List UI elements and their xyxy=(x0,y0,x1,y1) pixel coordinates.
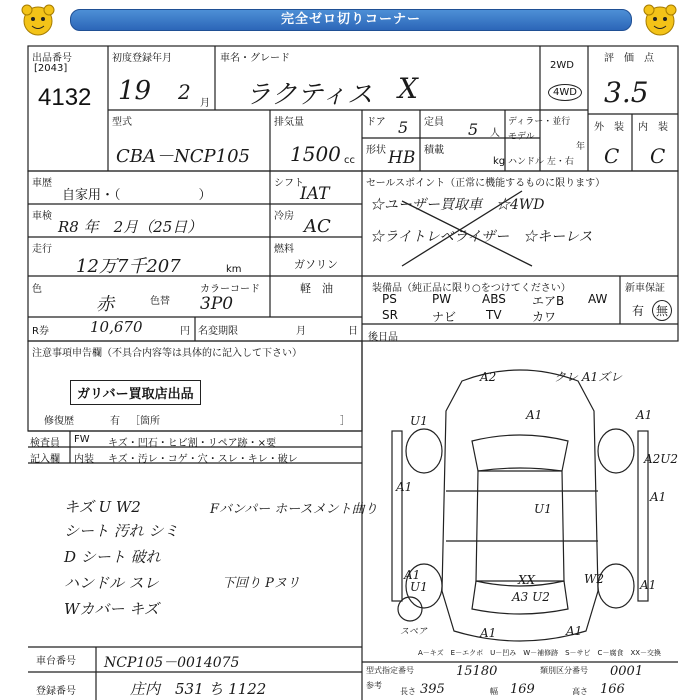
equip-aw: AW xyxy=(588,292,608,306)
shift: IAT xyxy=(300,184,330,204)
score-label: 評 価 点 xyxy=(604,53,654,64)
fw-items: キズ・凹石・ヒビ割・リペア跡・×要 xyxy=(108,438,276,449)
car-windshield xyxy=(472,435,568,471)
model-year-unit: 年 xyxy=(576,142,586,152)
mark-11: XX xyxy=(518,573,536,587)
equip-airbag: エアB xyxy=(532,294,565,308)
inspection-label: 車検 xyxy=(32,211,52,222)
recycle-label: R券 xyxy=(32,326,49,337)
new-warranty-label: 新車保証 xyxy=(625,283,665,294)
equip-abs: ABS xyxy=(482,292,506,306)
sales-point-2: ☆ライトレベライザー ☆キーレス xyxy=(370,229,593,245)
doors: 5 xyxy=(398,118,409,137)
deregister-label: 名変期限 xyxy=(198,326,238,337)
displacement: 1500 xyxy=(290,142,341,166)
sales-points-label: セールスポイント（正常に機能するものに限ります） xyxy=(366,178,606,189)
mark-13: W2 xyxy=(584,572,604,586)
shape: HB xyxy=(388,148,416,168)
note-right-2: 下回り Pヌリ xyxy=(222,576,300,591)
score: 3.5 xyxy=(604,76,649,109)
recycle: 10,670 xyxy=(90,318,143,336)
note-left-3: D シート 破れ xyxy=(64,548,161,566)
type-no: 15180 xyxy=(456,664,498,679)
displacement-label: 排気量 xyxy=(274,117,304,128)
repair-yes: 有 xyxy=(110,416,120,427)
lot-label: 出品番号 xyxy=(32,53,72,64)
repair-close: ］ xyxy=(340,416,350,427)
handle-label: ハンドル 左・右 xyxy=(508,157,574,167)
model-label: 型式 xyxy=(112,117,132,128)
load-label: 積載 xyxy=(424,145,444,156)
reg: 庄内 531 ち 1122 xyxy=(130,680,267,698)
usage-value: 自家用・（ ） xyxy=(62,188,212,203)
car-roof xyxy=(476,471,564,581)
retrofit-label: 後日品 xyxy=(368,332,398,343)
capacity-label: 定員 xyxy=(424,117,444,128)
chassis: NCP105－0014075 xyxy=(104,655,240,671)
exterior-label: 外 装 xyxy=(594,122,624,133)
first-reg-label: 初度登録年月 xyxy=(112,53,172,64)
car-name-label: 車名・グレード xyxy=(220,53,290,64)
fw-label: FW xyxy=(74,434,90,445)
load-unit: kg xyxy=(493,156,506,167)
mark-18: スペア xyxy=(400,627,428,637)
exterior-grade: C xyxy=(604,144,620,168)
interior-grade: C xyxy=(650,144,666,168)
width-label: 幅 xyxy=(490,687,498,696)
twowd-label: 2WD xyxy=(550,60,574,71)
fourwd-label: 4WD xyxy=(548,84,582,101)
height-label: 高さ xyxy=(572,687,588,696)
mileage: 12万7千207 xyxy=(76,256,181,277)
reg-label: 登録番号 xyxy=(36,686,76,697)
equipment-label: 装備品（純正品に限り○をつけてください） xyxy=(372,283,571,294)
length-label: 長さ xyxy=(400,687,416,696)
mark-3: A1 xyxy=(526,408,543,422)
equip-pw: PW xyxy=(432,292,452,306)
mileage-unit: km xyxy=(226,264,242,275)
capacity-unit: 人 xyxy=(490,128,500,139)
deregister-month: 月 xyxy=(296,326,306,337)
dealer-label: ディラー・並行 xyxy=(508,117,571,127)
mark-1: A2 xyxy=(480,370,497,384)
color-label: 色 xyxy=(32,284,42,295)
notes-label: 注意事項申告欄（不具合内容等は具体的に記入して下さい） xyxy=(32,348,302,359)
legend: A－キズ E－エクボ U－凹み W－補修跡 S－サビ C－腐食 XX－交換 xyxy=(418,649,662,657)
sales-strike-icon xyxy=(362,171,678,276)
mark-9: U1 xyxy=(410,414,428,428)
interior-label: 内 装 xyxy=(638,122,668,133)
height: 166 xyxy=(600,682,625,697)
interior-items: キズ・汚レ・コゲ・穴・スレ・キレ・破レ xyxy=(108,454,298,465)
warranty-yes: 有 xyxy=(632,304,645,318)
equip-navi: ナビ xyxy=(432,310,457,324)
color-change-label: 色替 xyxy=(150,296,170,307)
mark-16: A1 xyxy=(566,624,583,638)
mark-2: クレ A1ズレ xyxy=(554,370,623,384)
mark-12: A3 U2 xyxy=(512,590,550,604)
warranty-no: 無 xyxy=(652,300,672,321)
lot-number: 4132 xyxy=(38,84,92,111)
category-label: 類別区分番号 xyxy=(540,666,588,675)
color-code-label: カラーコード xyxy=(200,284,260,295)
type-no-label: 型式指定番号 xyxy=(366,666,414,675)
first-reg-year: 19 xyxy=(118,76,152,106)
first-reg-month: 2 xyxy=(178,80,191,104)
door-label: ドア xyxy=(366,117,386,128)
inspection: R8 年 2月（25日） xyxy=(58,218,203,236)
color: 赤 xyxy=(96,294,114,315)
dealer-stamp: ガリバー買取店出品 xyxy=(70,380,201,405)
first-reg-month-unit: 月 xyxy=(200,98,210,109)
shift-label: シフト xyxy=(274,178,304,189)
lot-sub: [2043] xyxy=(34,63,68,74)
equip-leather: カワ xyxy=(532,310,557,324)
cc-unit: cc xyxy=(344,155,355,166)
recycle-yen: 円 xyxy=(180,326,190,337)
fuel-label: 燃料 xyxy=(274,244,294,255)
width: 169 xyxy=(510,682,535,697)
ref-label: 参考 xyxy=(366,681,382,690)
mark-10: U1 xyxy=(410,580,428,594)
sales-point-1: ☆ユーザー買取車 ☆4WD xyxy=(370,197,545,213)
mark-4: A1 xyxy=(636,408,653,422)
length: 395 xyxy=(420,682,445,697)
ac: AC xyxy=(304,216,331,237)
shape-label: 形状 xyxy=(366,145,386,156)
category: 0001 xyxy=(610,664,644,679)
chassis-label: 車台番号 xyxy=(36,656,76,667)
diesel: 軽 油 xyxy=(300,282,333,295)
mark-17: A1 xyxy=(404,568,421,582)
repair-label: 修復歴 xyxy=(44,416,74,427)
car-damage-diagram xyxy=(362,341,678,662)
model: CBA－NCP105 xyxy=(116,146,250,167)
mark-5: A2U2 xyxy=(644,452,678,466)
entry-label: 記入欄 xyxy=(30,454,60,465)
car-name: ラクティス xyxy=(245,80,373,110)
mark-6: A1 xyxy=(650,490,667,504)
deregister-day: 日 xyxy=(348,326,358,337)
grade: X xyxy=(398,72,418,105)
wheel-rear-right xyxy=(598,564,634,608)
equip-tv: TV xyxy=(486,308,502,322)
inspector-label: 検査員 xyxy=(30,438,60,449)
capacity: 5 xyxy=(468,120,479,139)
equip-sr: SR xyxy=(382,308,398,322)
model-year-label: モデル xyxy=(508,132,535,142)
note-left-2: シート 汚れ シミ xyxy=(64,522,179,540)
fuel: ガソリン xyxy=(294,258,338,271)
note-left-5: Wカバー キズ xyxy=(64,600,159,618)
banner-title: 完全ゼロ切りコーナー xyxy=(280,12,421,27)
mark-14: A1 xyxy=(640,578,657,592)
note-left-4: ハンドル スレ xyxy=(64,574,159,592)
wheel-front-right xyxy=(598,429,634,473)
mark-15: A1 xyxy=(480,626,497,640)
equip-ps: PS xyxy=(382,292,397,306)
interior-insp-label: 内装 xyxy=(74,454,94,465)
mileage-label: 走行 xyxy=(32,244,52,255)
note-left-1: キズ U W2 xyxy=(64,498,141,516)
note-right-1: Fバンパー ホースメント曲り xyxy=(210,502,378,517)
usage-label: 車歴 xyxy=(32,178,52,189)
ac-label: 冷房 xyxy=(274,211,294,222)
wheel-front-left xyxy=(406,429,442,473)
mark-8: A1 xyxy=(396,480,413,494)
repair-place: ［箇所 xyxy=(130,416,160,427)
mark-7: U1 xyxy=(534,502,552,516)
color-code: 3P0 xyxy=(200,294,234,314)
